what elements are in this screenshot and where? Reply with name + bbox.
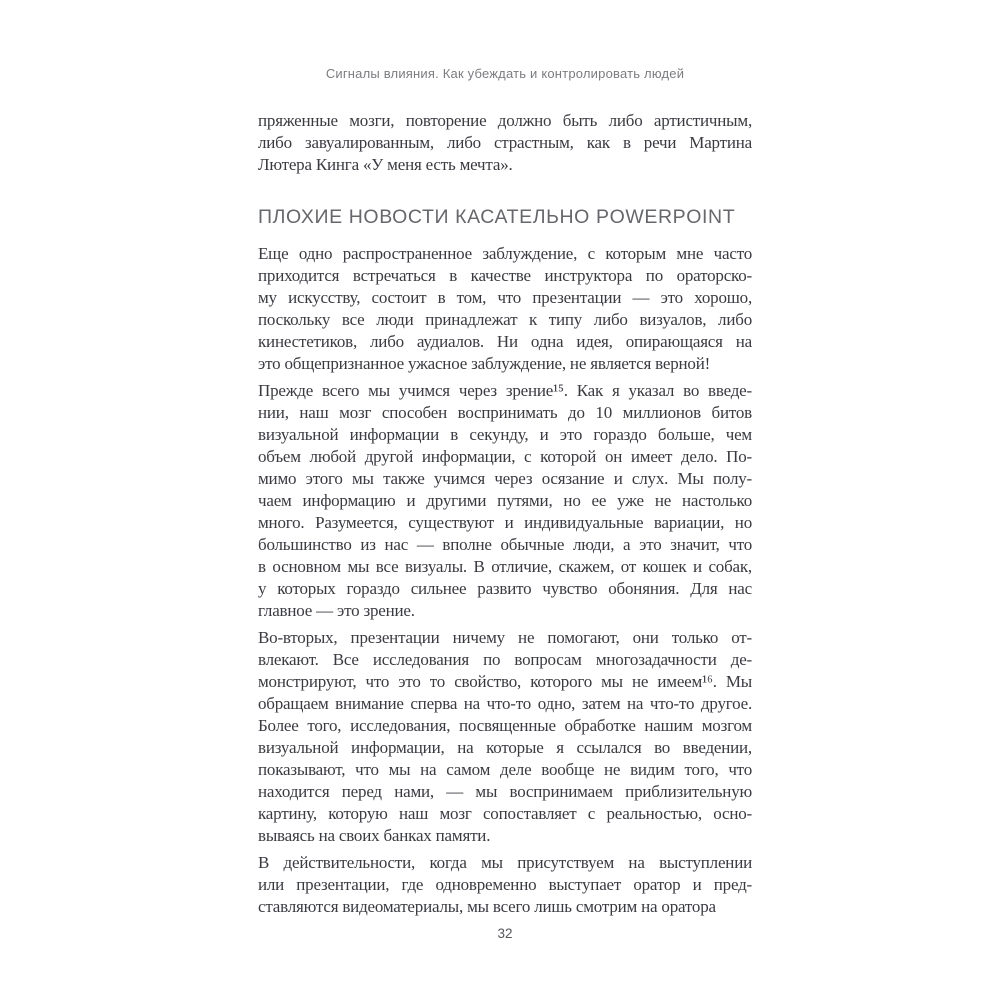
text-line: Во-вторых, презентации ничему не помогают, они только от- <box>258 628 752 647</box>
text-line: чаем информацию и другими путями, но ее уже не настолько <box>258 491 752 510</box>
text-line: показывают, что мы на самом деле вообще не видим того, что <box>258 760 752 779</box>
text-line: либо завуалированным, либо страстным, как в речи Мартина <box>258 133 752 152</box>
paragraph <box>258 243 752 375</box>
text-line: вываясь на своих банках памяти. <box>258 826 491 845</box>
text-line: главное — это зрение. <box>258 601 415 620</box>
text-line: приходится встречаться в качестве инструктора по ораторско- <box>258 266 752 285</box>
text-column <box>258 110 752 923</box>
section-heading: ПЛОХИЕ НОВОСТИ КАСАТЕЛЬНО POWERPOINT <box>258 206 736 228</box>
text-line: обращаем внимание сперва на что-то одно, затем на что-то другое. <box>258 694 752 713</box>
page-number: 32 <box>497 926 513 941</box>
paragraph <box>258 380 752 622</box>
text-line: большинство из нас — вполне обычные люди, а это значит, что <box>258 535 752 554</box>
text-line: в основном мы все визуалы. В отличие, скажем, от кошек и собак, <box>258 557 752 576</box>
text-line: объем любой другой информации, с которой он имеет дело. По- <box>258 447 752 466</box>
text-line: визуальной информации, на которые я ссылался во введении, <box>258 738 752 757</box>
paragraph <box>258 852 752 918</box>
text-line: у которых гораздо сильнее развито чувство обоняния. Для нас <box>258 579 752 598</box>
text-line: Еще одно распространенное заблуждение, с которым мне часто <box>258 244 752 263</box>
text-line: много. Разумеется, существуют и индивидуальные вариации, но <box>258 513 752 532</box>
text-line: находится перед нами, — мы воспринимаем приблизительную <box>258 782 752 801</box>
text-line: это общепризнанное ужасное заблуждение, не является верной! <box>258 354 711 373</box>
text-line: Лютера Кинга «У меня есть мечта». <box>258 155 513 174</box>
text-line: визуальной информации в секунду, и это гораздо больше, чем <box>258 425 752 444</box>
text-line: картину, которую наш мозг сопоставляет с реальностью, осно- <box>258 804 752 823</box>
text-line: ставляются видеоматериалы, мы всего лишь смотрим на оратора <box>258 897 716 916</box>
paragraph-continuation <box>258 110 752 176</box>
text-line: поскольку все люди принадлежат к типу либо визуалов, либо <box>258 310 752 329</box>
text-line: пряженные мозги, повторение должно быть либо артистичным, <box>258 111 752 130</box>
running-header: Сигналы влияния. Как убеждать и контролировать людей <box>325 66 685 81</box>
text-line: кинестетиков, либо аудиалов. Ни одна идея, опирающаяся на <box>258 332 752 351</box>
text-line: мимо этого мы также учимся через осязание и слух. Мы полу- <box>258 469 752 488</box>
text-line: Прежде всего мы учимся через зрение¹⁵. Как я указал во введе- <box>258 381 752 400</box>
text-line: нии, наш мозг способен воспринимать до 10 миллионов битов <box>258 403 752 422</box>
paragraph <box>258 627 752 847</box>
text-line: му искусству, состоит в том, что презентации — это хорошо, <box>258 288 752 307</box>
text-line: монстрируют, что это то свойство, которого мы не имеем¹⁶. Мы <box>258 672 752 691</box>
text-line: В действительности, когда мы присутствуем на выступлении <box>258 853 752 872</box>
text-line: влекают. Все исследования по вопросам многозадачности де- <box>258 650 752 669</box>
text-line: Более того, исследования, посвященные обработке нашим мозгом <box>258 716 752 735</box>
text-line: или презентации, где одновременно выступает оратор и пред- <box>258 875 752 894</box>
